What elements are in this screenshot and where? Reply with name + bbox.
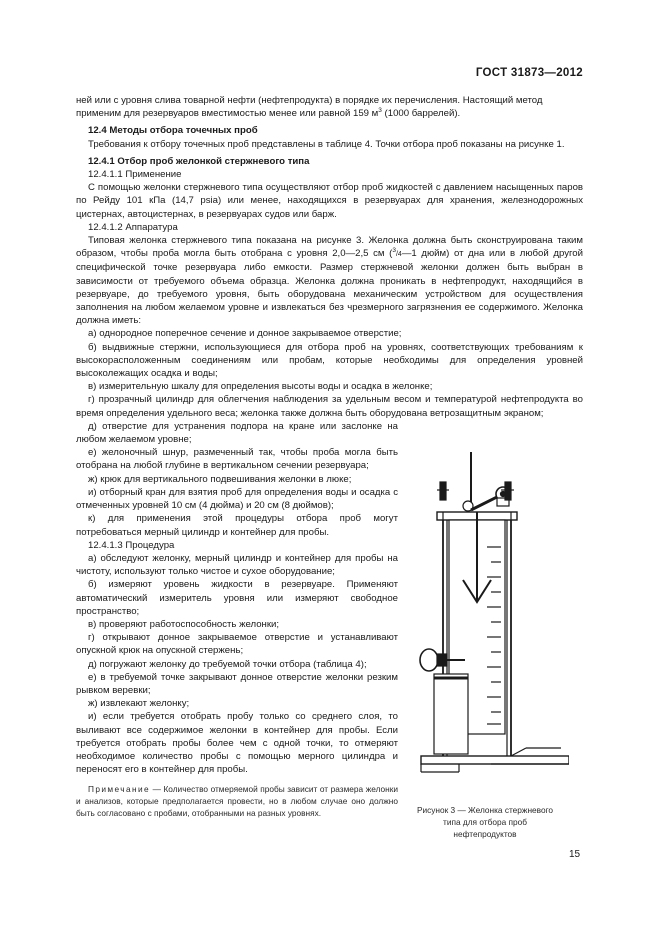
page-number: 15 — [569, 849, 581, 860]
list-item: е) желоночный шнур, размеченный так, чтобы проба могла быть отобрана на любой глубине в вертикальном сечении резервуара; — [76, 447, 398, 472]
procedure-item: д) погружают желонку до требуемой точки отбора (таблица 4); — [88, 658, 367, 670]
list-item: ж) крюк для вертикального подвешивания желонки в люке; — [88, 473, 352, 485]
caption-line-1: Рисунок 3 — Желонка стержневого — [416, 805, 554, 815]
document-header: ГОСТ 31873—2012 — [475, 67, 583, 79]
list-item: в) измерительную шкалу для определения высоты воды и осадка в желонке; — [88, 381, 433, 393]
procedure-item: г) открывают донное закрываемое отверстие и устанавливают опускной крюк на опускной стержень; — [76, 632, 398, 657]
caption-line-3: нефтепродуктов — [453, 829, 517, 839]
paragraph-apparatus: Типовая желонка стержневого типа показана на рисунке 3. Желонка должна быть сконструирована таким образом, чтобы проба могла быть отобрана с уровня 2,0—2,5 см ($^3$/4—1 дюйм) от дна или в любой другой специфической точке резервуара либо емкости. Размер стержневой желонки должен быть выбран в зависимости от требуемого объема образца. Желонка должна проникать в нефтепродукт, находящийся в резервуаре, до требуемого уровня, быть оборудована механическим устройством для осуществления заполнения на любом желаемом уровне и извлекаться без чрезмерного загрязнения ее содержимого. Желонка должна иметь: — [76, 235, 583, 327]
list-item: б) выдвижные стержни, использующиеся для отбора проб на уровнях, соответствующих требованиям к высокорасположенным соединениям или пробам, которые необходимы для определения уровней высоколежащих осадка и воды; — [76, 341, 583, 380]
figure-3 — [401, 452, 569, 792]
note: Примечание — Количество отмеряемой пробы зависит от размера желонки и анализов, которые предполагается провести, но в любом случае оно должно быть согласовано с пробами, отобранными на разных уровнях. — [76, 784, 398, 818]
procedure-item: е) в требуемой точке закрывают донное отверстие желонки резким рывком веревки; — [76, 671, 398, 696]
procedure-item: ж) извлекают желонку; — [88, 698, 190, 710]
list-item: а) однородное поперечное сечение и донное закрываемое отверстие; — [88, 328, 402, 340]
caption-line-2: типа для отбора проб — [443, 817, 527, 827]
section-12-4-text: Требования к отбору точечных проб представлены в таблице 4. Точки отбора проб показаны на рисунке 1. — [88, 138, 565, 150]
procedure-item: и) если требуется отобрать пробу только со среднего слоя, то выливают все содержимое желонки в контейнер для пробы. Если требуется отобрать пробы более чем с одной точки, то отмеряют необходимое количество пробы с помощью мерного цилиндра и переносят его в контейнер для пробы. — [76, 711, 398, 776]
heading-procedure: 12.4.1.3 Процедура — [88, 539, 175, 551]
figure-caption — [401, 804, 569, 840]
paragraph-application: С помощью желонки стержневого типа осуществляют отбор проб жидкостей с давлением насыщенных паров по Рейду 101 кПа (14,7 psia) или менее, находящихся в резервуарах для хранения, железнодорожных цистернах, автоцистернах, в резервуарах судов или барж. — [76, 182, 583, 220]
list-item: д) отверстие для устранения подпора на кране или заслонке на любом желаемом уровне; — [76, 420, 398, 446]
list-item: г) прозрачный цилиндр для облегчения наблюдения за удельным весом и температурой нефтепродукта во время определения удельного веса; желонка также должна быть оборудована ветрозащитным экраном; — [76, 394, 583, 419]
intro-line-1: ней или с уровня слива товарной нефти (нефтепродукта) в порядке их перечисления. Настоящий метод — [76, 95, 543, 106]
intro-line-2: применим для резервуаров вместимостью менее или равной 159 $м^3$ (1000 баррелей). — [76, 107, 461, 120]
section-12-4-1-title: 12.4.1 Отбор проб желонкой стержневого типа — [88, 155, 310, 167]
heading-application: 12.4.1.1 Применение — [88, 169, 182, 181]
left-column — [76, 420, 398, 820]
list-item: к) для применения этой процедуры отбора проб могут потребоваться мерный цилиндр и контейнер для пробы. — [76, 513, 398, 538]
heading-apparatus: 12.4.1.2 Аппаратура — [88, 221, 178, 233]
sampling-thief-drawing-icon — [401, 452, 569, 792]
section-12-4-title: 12.4 Методы отбора точечных проб — [88, 125, 258, 137]
procedure-item: а) обследуют желонку, мерный цилиндр и контейнер для пробы на чистоту, используют только чистое и сухое оборудование; — [76, 552, 398, 578]
list-item: и) отборный кран для взятия проб для определения воды и осадка с отмеченных уровней 10 см (4 дюйма) и 20 см (8 дюймов); — [76, 486, 398, 512]
procedure-item: в) проверяют работоспособность желонки; — [88, 618, 280, 630]
procedure-item: б) измеряют уровень жидкости в резервуаре. Применяют автоматический измеритель уровня или измеряют свободное пространство; — [76, 579, 398, 617]
